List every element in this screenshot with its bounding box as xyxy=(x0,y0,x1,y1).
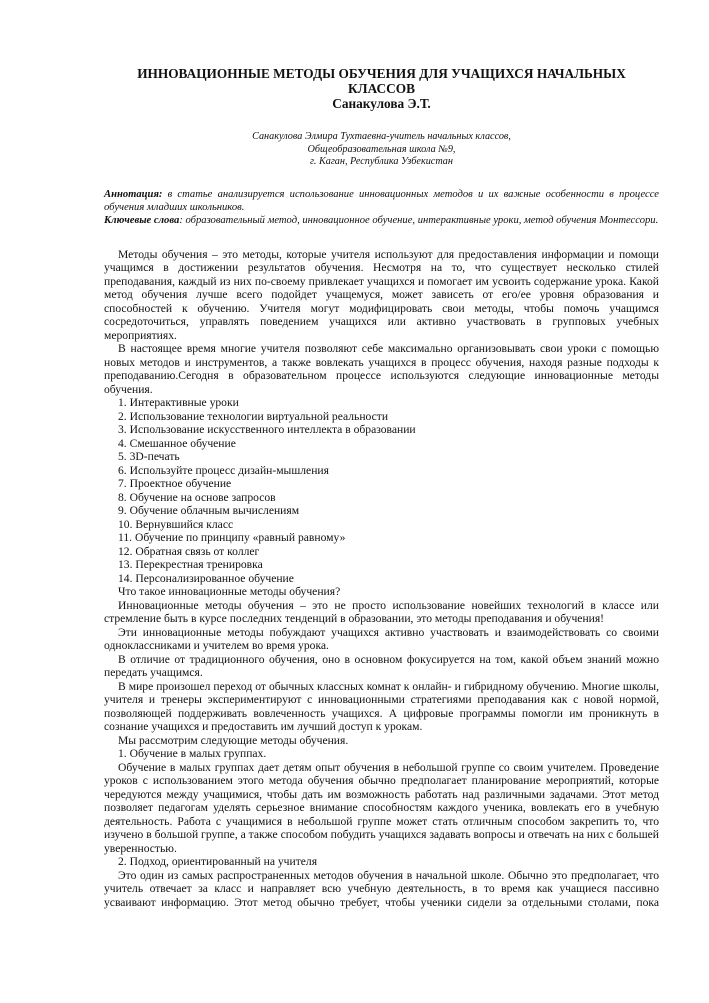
list-item: 10. Вернувшийся класс xyxy=(118,517,234,531)
keywords-label: Ключевые слова xyxy=(104,214,180,226)
article-title-line-1: ИННОВАЦИОННЫЕ МЕТОДЫ ОБУЧЕНИЯ ДЛЯ УЧАЩИХСЯ НАЧАЛЬНЫХ xyxy=(137,66,626,81)
author-name: Санакулова Э.Т. xyxy=(332,96,431,111)
subheading-teacher-centered: 2. Подход, ориентированный на учителя xyxy=(118,855,318,868)
section-question: Что такое инновационные методы обучения? xyxy=(118,585,341,598)
list-item: 1. Интерактивные уроки xyxy=(118,396,239,409)
list-item: 14. Персонализированное обучение xyxy=(118,571,294,585)
paragraph: В настоящее время многие учителя позволяют себе максимально организовывать свои уроки с помощью новых методов и инструментов, а также вовлекать учащихся в процесс обучения, находя разные подходы к преподаванию.Сегодня в образовательном процессе используются следующие инновационные методы обучения. xyxy=(104,342,659,396)
list-item: 11. Обучение по принципу «равный равному» xyxy=(118,531,346,544)
list-item: 6. Используйте процесс дизайн-мышления xyxy=(118,463,329,477)
list-item: 3. Использование искусственного интеллекта в образовании xyxy=(118,423,416,436)
article-title-line-2: КЛАССОВ xyxy=(348,81,415,96)
abstract-label: Аннотация: xyxy=(104,188,163,200)
list-item: 12. Обратная связь от коллег xyxy=(118,544,260,558)
abstract-section xyxy=(104,188,659,227)
list-item: 13. Перекрестная тренировка xyxy=(118,558,263,571)
methods-list xyxy=(104,396,659,585)
abstract xyxy=(104,188,659,214)
paragraph: Это один из самых распространенных методов обучения в начальной школе. Обычно это предполагает, что учитель отвечает за класс и направляет всю учебную деятельность, в то время как учащиеся пассивно усваивают информацию. Этот метод обычно требует, чтобы ученики сидели за отдельными столами, пока xyxy=(104,868,659,909)
article-title xyxy=(104,66,659,96)
affiliation-line-2: Общеобразовательная школа №9, xyxy=(307,143,456,155)
article-body xyxy=(104,248,659,910)
list-item: 2. Использование технологии виртуальной реальности xyxy=(118,409,389,423)
list-item: 8. Обучение на основе запросов xyxy=(118,490,276,504)
keywords xyxy=(104,214,659,227)
paragraph: Инновационные методы обучения – это не просто использование новейших технологий в классе или стремление быть в курсе последних тенденций в образовании, это методы преподавания и обучения! xyxy=(104,598,659,625)
subheading-small-groups: 1. Обучение в малых группах. xyxy=(118,747,267,760)
paragraph: Мы рассмотрим следующие методы обучения. xyxy=(118,733,349,747)
paragraph: Эти инновационные методы побуждают учащихся активно участвовать и взаимодействовать со своими одноклассниками и учителем во время урока. xyxy=(104,625,659,652)
paragraph: Методы обучения – это методы, которые учителя используют для предоставления информации и помощи учащимся в достижении результатов обучения. Несмотря на то, что существует несколько стилей преподавания, каждый из них по-своему привлекает учащихся и помогает им усвоить содержание урока. Какой метод обучения лучше всего подойдет учащемуся, может зависеть от его/ее уровня образования и способностей к обучению. Учителя могут модифицировать свои методы, чтобы помочь учащимся сосредоточиться, управлять поведением учащихся или активно участвовать в групповых учебных мероприятиях. xyxy=(104,247,659,342)
article-header xyxy=(104,66,659,111)
paragraph: В отличие от традиционного обучения, оно в основном фокусируется на том, какой объем знаний можно передать учащимся. xyxy=(104,652,659,679)
author-affiliation xyxy=(104,131,659,169)
list-item: 5. 3D-печать xyxy=(118,450,180,463)
document-page xyxy=(104,66,659,909)
list-item: 9. Обучение облачным вычислениям xyxy=(118,504,300,517)
affiliation-line-3: г. Каган, Республика Узбекистан xyxy=(310,156,453,167)
affiliation-line-1: Санакулова Элмира Тухтаевна-учитель начальных классов, xyxy=(252,131,511,142)
paragraph: Обучение в малых группах дает детям опыт обучения в небольшой группе со своим учителем. Проведение уроков с использованием этого метода обучения обычно предполагает планирование мероприятий, которые чередуются между учащимися, чтобы дать им возможность работать над различными задачами. Этот метод позволяет педагогам уделять серьезное внимание способностям каждого ученика, вовлекать его в учебную деятельность. Работа с учащимися в небольшой группе может стать отличным способом закрепить то, что изучено в большой группе, а также способом побудить учащихся задавать вопросы и отвечать на них с большей уверенностью. xyxy=(104,760,659,855)
list-item: 7. Проектное обучение xyxy=(118,477,232,490)
paragraph: В мире произошел переход от обычных классных комнат к онлайн- и гибридному обучению. Многие школы, учителя и тренеры экспериментируют с инновационными стратегиями преподавания как с новой нормой, позволяющей поддерживать вовлеченность учащихся. А цифровые программы помогли им проникнуть в сознание учащихся и предоставить им лучший доступ к урокам. xyxy=(104,679,659,733)
keywords-text: : образовательный метод, инновационное обучение, интерактивные уроки, метод обучения Монтессори. xyxy=(179,214,659,226)
abstract-text: в статье анализируется использование инновационных методов и их важные особенности в процессе обучения младших школьников. xyxy=(104,188,659,213)
list-item: 4. Смешанное обучение xyxy=(118,436,236,450)
